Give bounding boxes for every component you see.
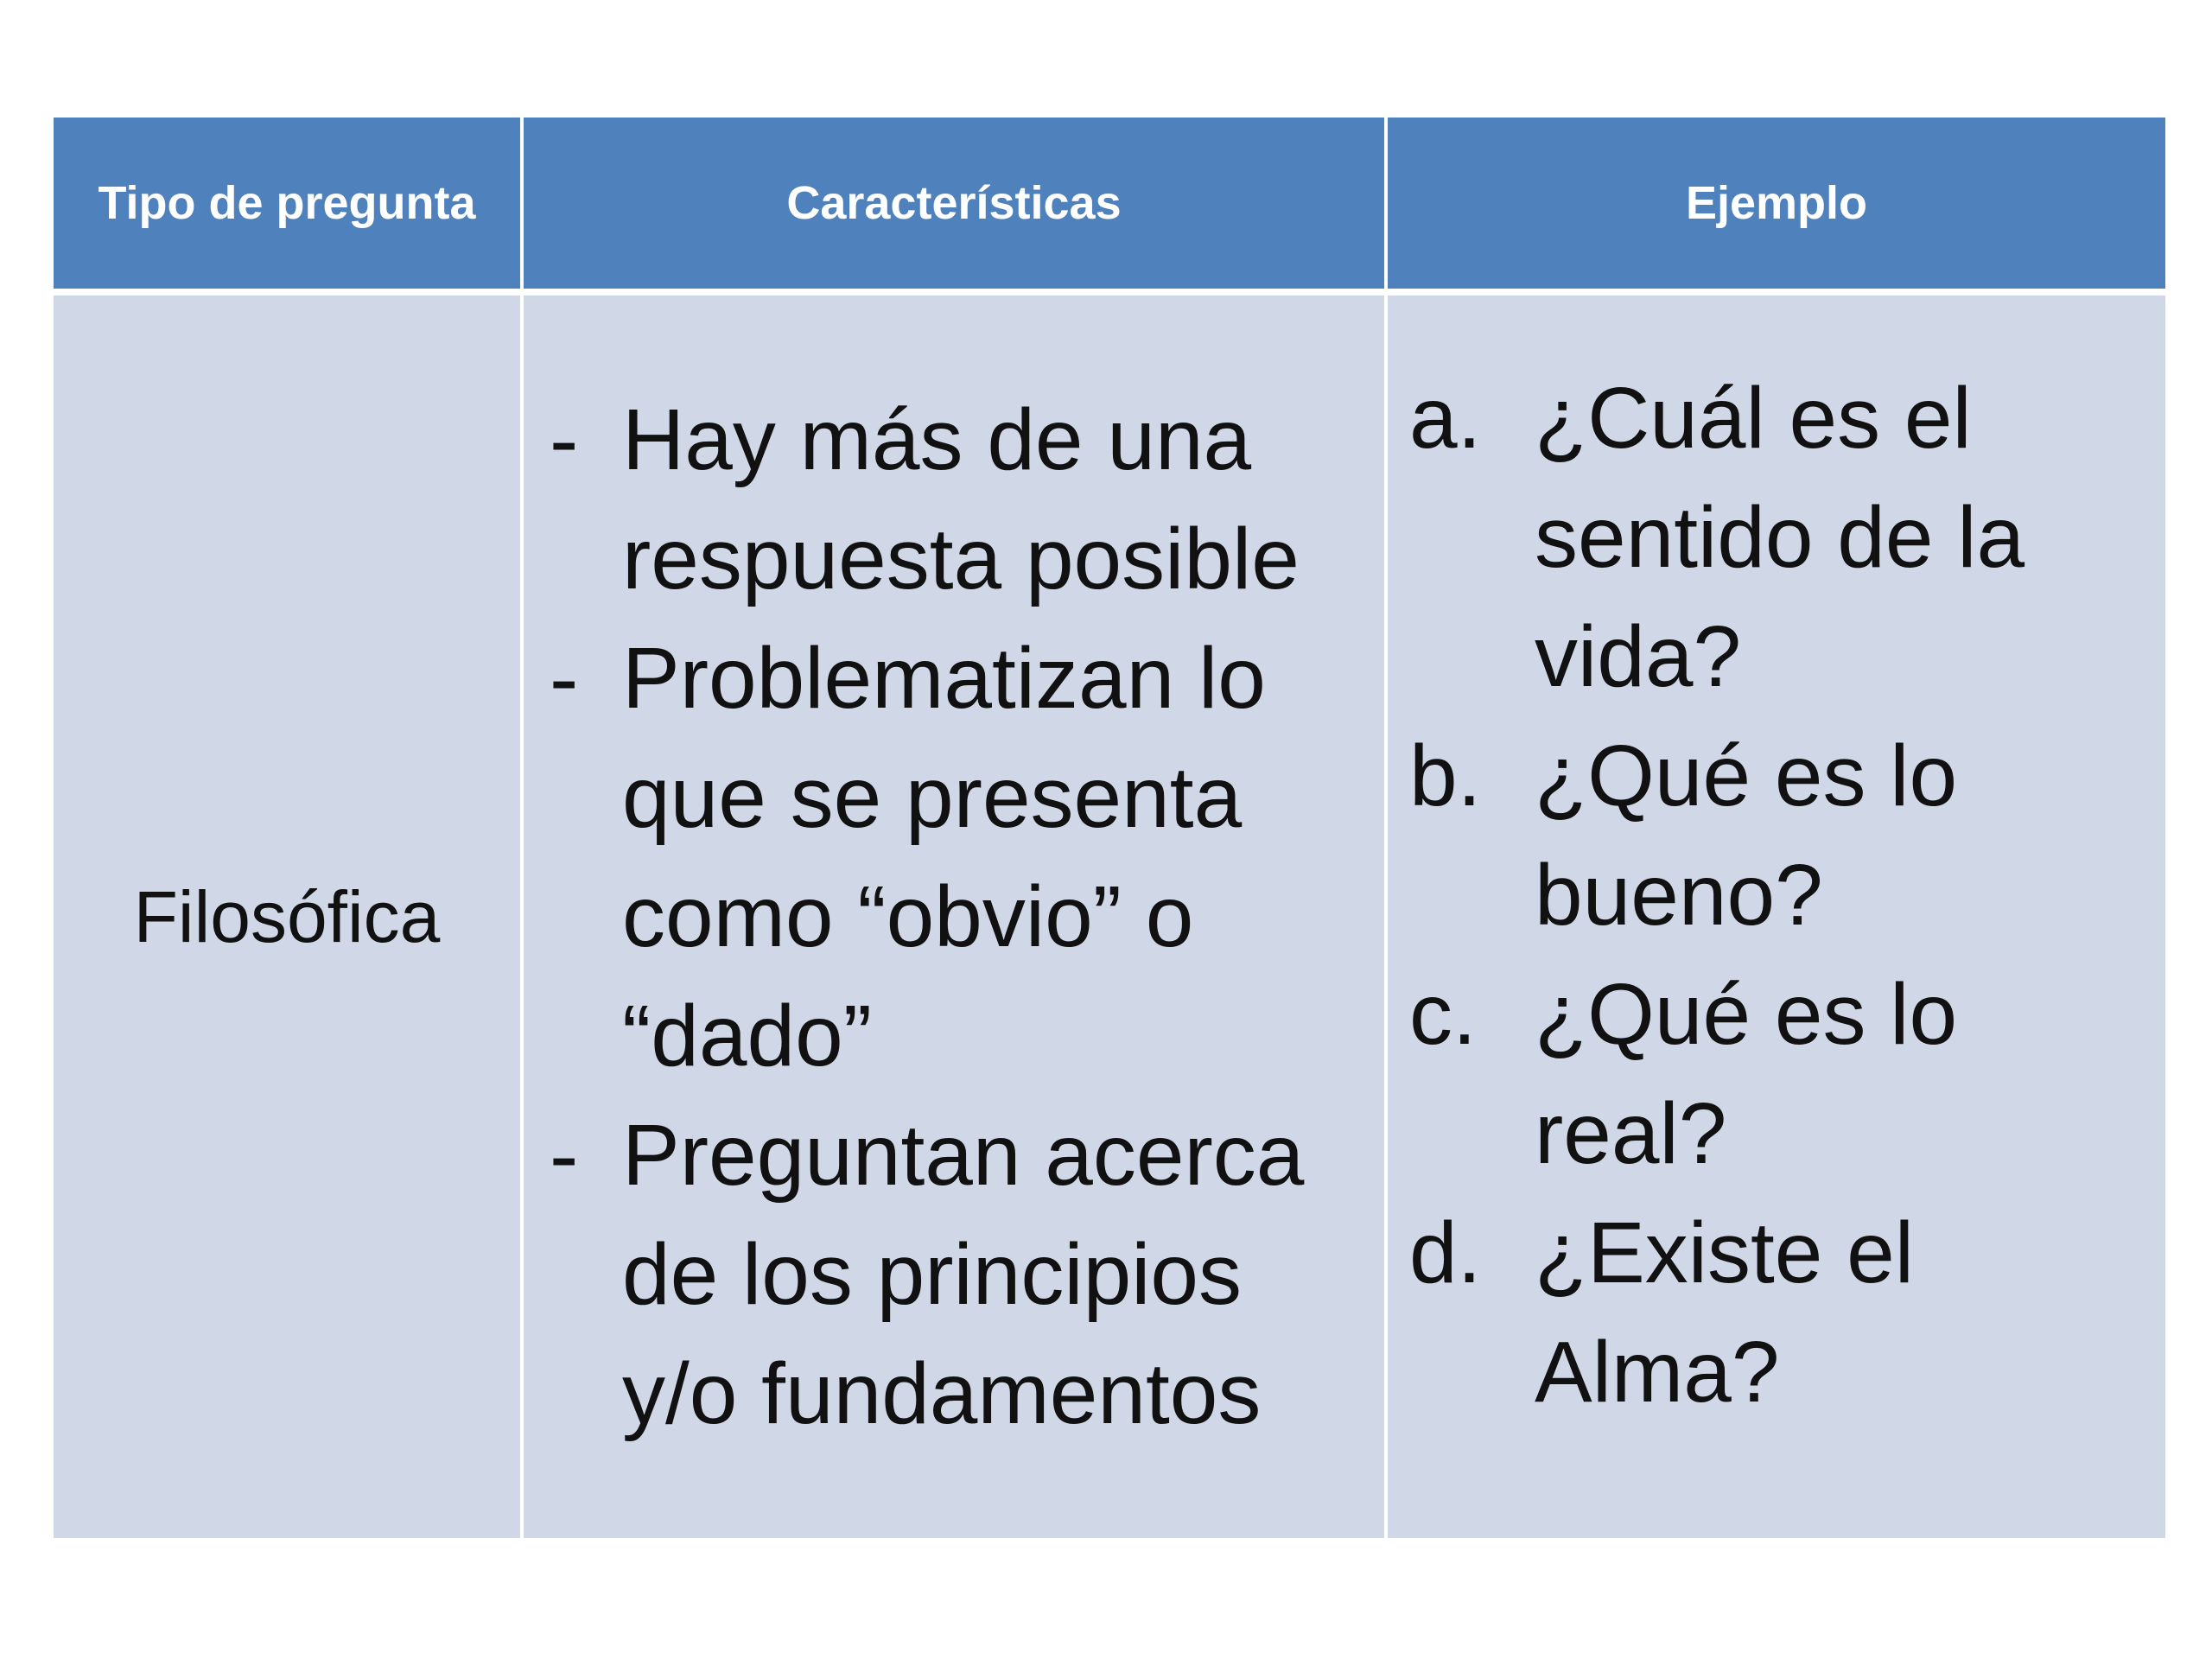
list-letter: d.	[1409, 1205, 1482, 1301]
example-text: ¿Qué es lo real?	[1535, 966, 1958, 1182]
cell-tipo: Filosófica	[54, 296, 520, 1538]
example-item	[1409, 1193, 2148, 1432]
example-text: ¿Existe el Alma?	[1535, 1205, 1915, 1421]
characteristic-text: Hay más de una respuesta posible	[622, 391, 1300, 607]
example-text: ¿Cuál es el sentido de la vida?	[1535, 370, 2025, 705]
example-text: ¿Qué es lo bueno?	[1535, 728, 1958, 944]
example-item	[1409, 955, 2148, 1193]
list-letter: a.	[1409, 370, 1482, 467]
characteristic-item	[550, 1096, 1367, 1453]
characteristic-text: Preguntan acerca de los principios y/o fundamentos	[622, 1107, 1305, 1442]
list-letter: c.	[1409, 966, 1477, 1063]
cell-ejemplos	[1388, 296, 2165, 1538]
list-letter: b.	[1409, 728, 1482, 824]
characteristic-text: Problematizan lo que se presenta como “obvio” o “dado”	[622, 630, 1266, 1084]
question-types-table	[54, 118, 2158, 1531]
bullet-marker: -	[550, 1107, 579, 1204]
header-tipo-de-pregunta: Tipo de pregunta	[54, 118, 520, 289]
cell-caracteristicas	[524, 296, 1384, 1538]
characteristic-item	[550, 619, 1367, 1096]
example-item	[1409, 716, 2148, 955]
header-caracteristicas: Características	[524, 118, 1384, 289]
bullet-marker: -	[550, 391, 579, 488]
bullet-marker: -	[550, 630, 579, 727]
characteristic-item	[550, 380, 1367, 619]
example-item	[1409, 359, 2148, 716]
header-ejemplo: Ejemplo	[1388, 118, 2165, 289]
